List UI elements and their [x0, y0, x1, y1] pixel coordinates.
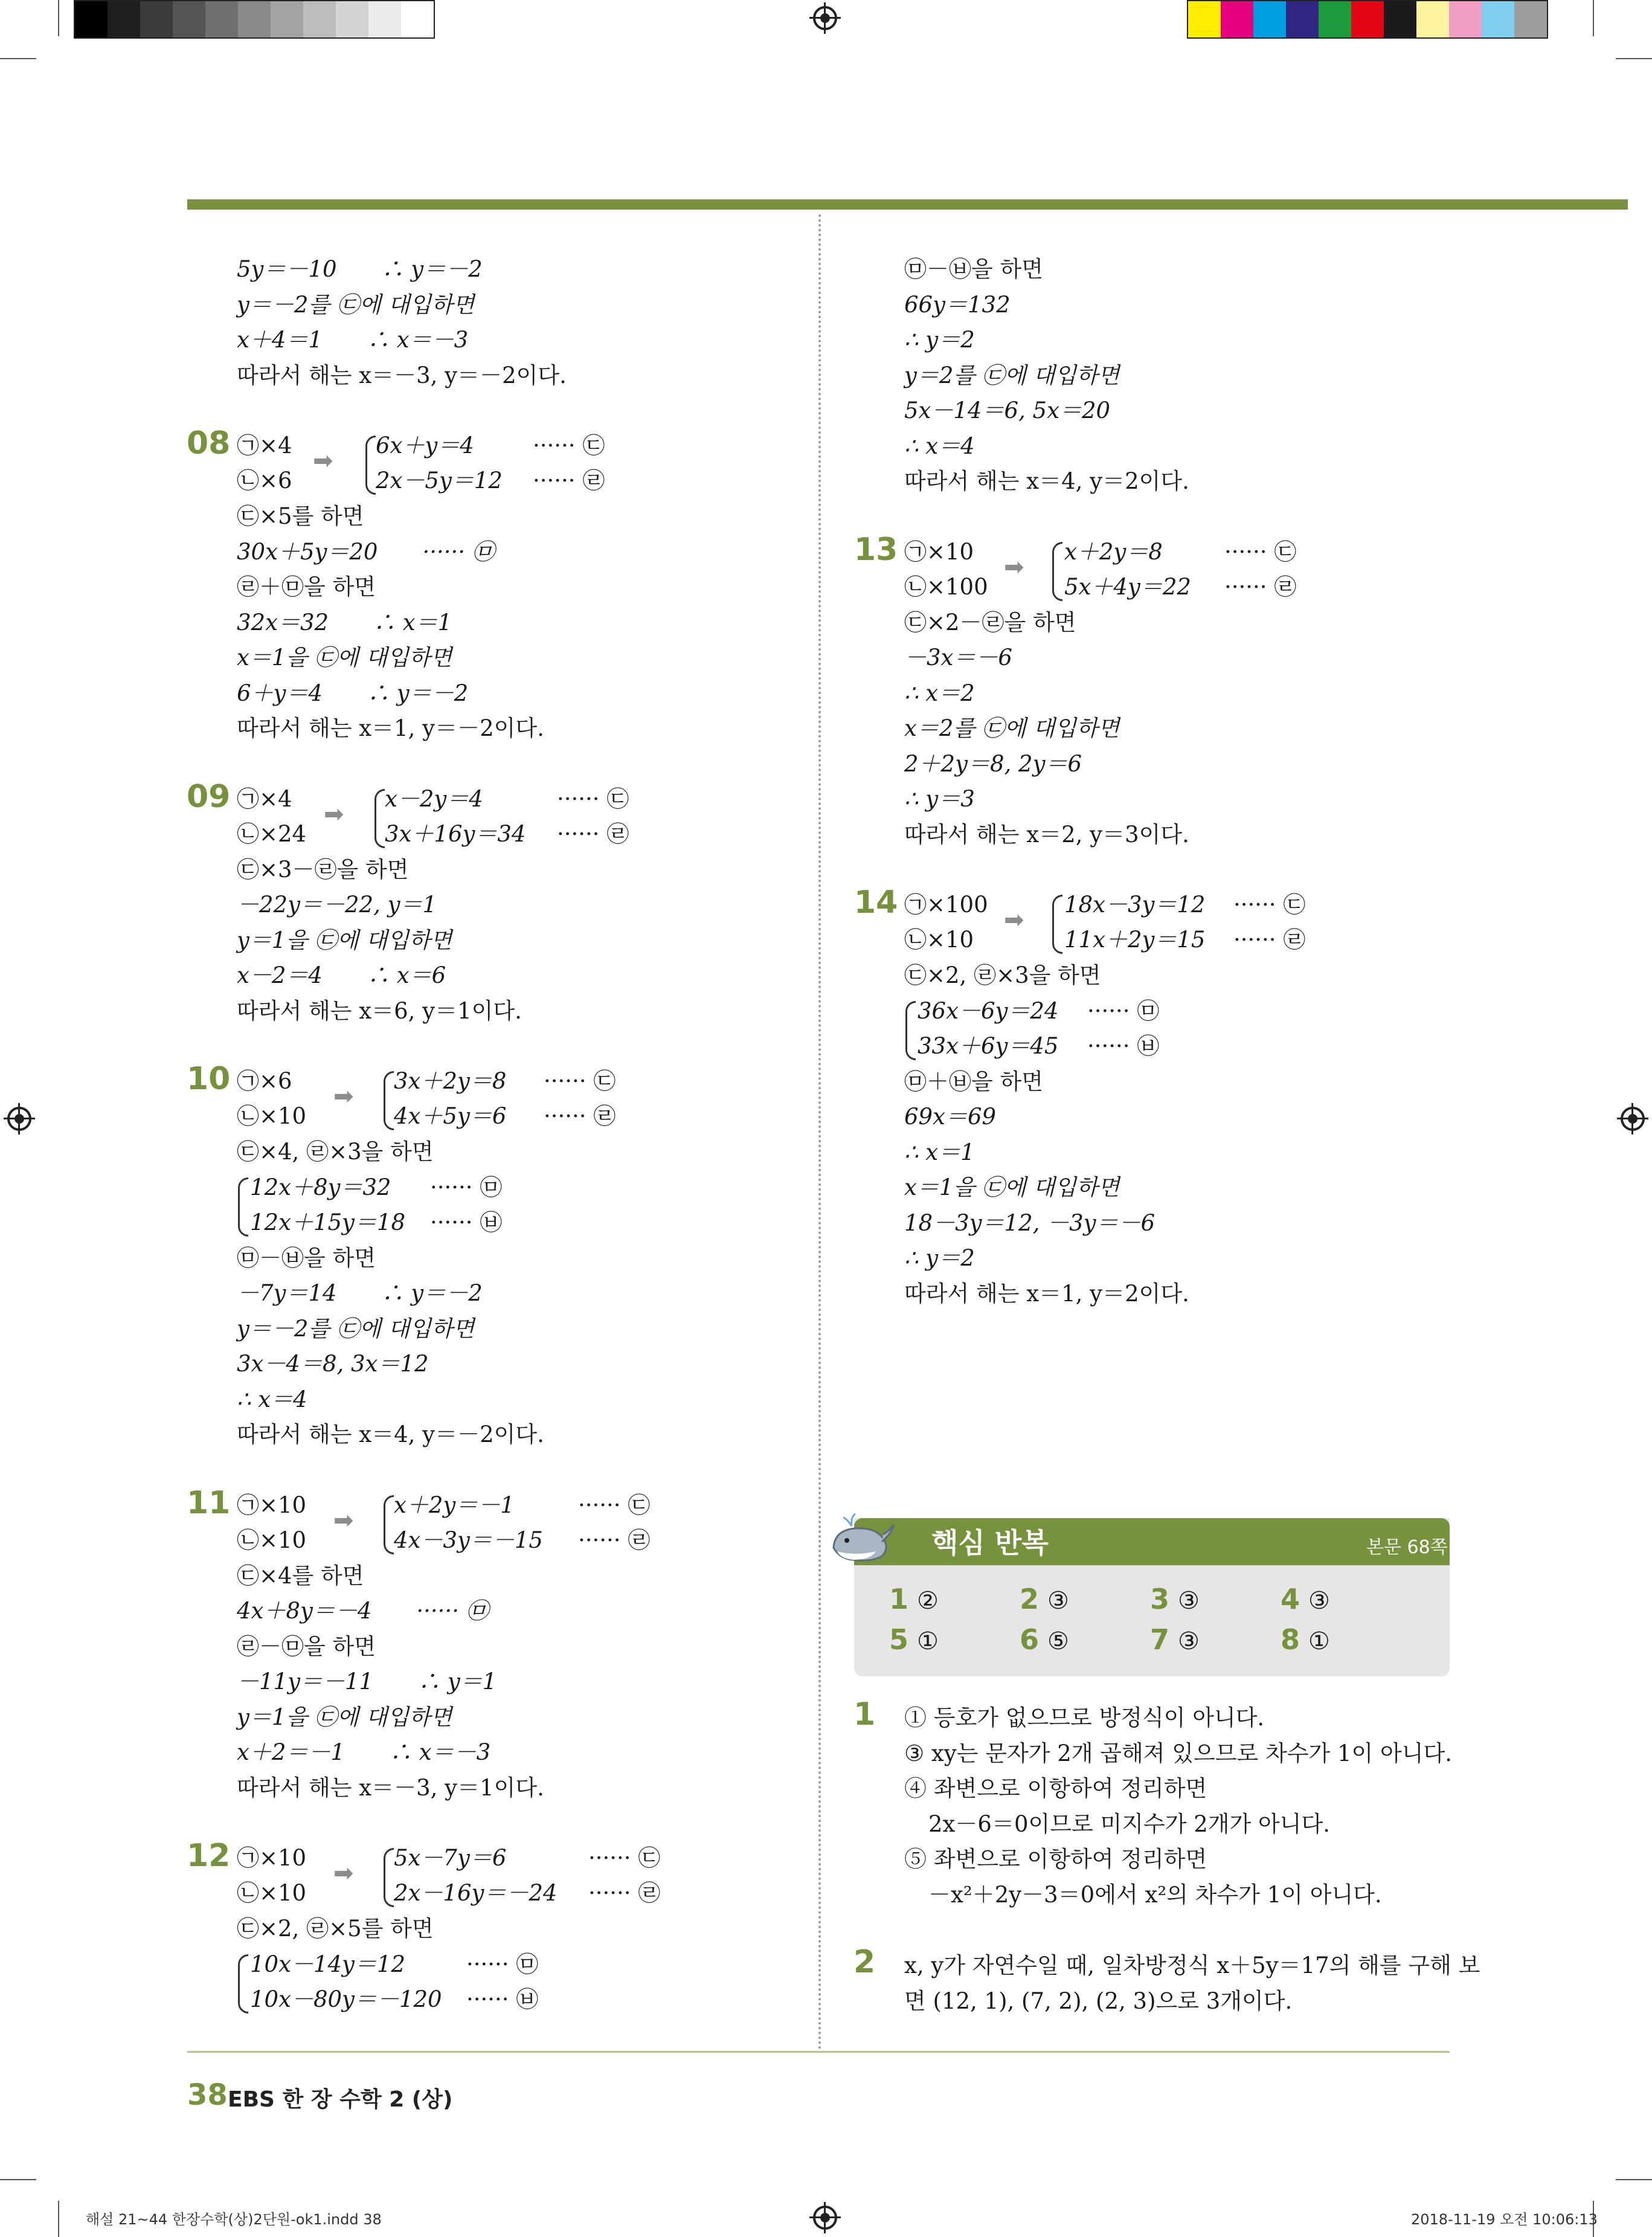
answer-choice: ① [917, 1627, 939, 1655]
solution-line: x＝2를 ㉢에 대입하면 [904, 715, 1120, 741]
equation: 2x－16y＝－24 [394, 1880, 558, 1906]
solution-line: 69x＝69 [904, 1104, 997, 1130]
answer-choice: ⑤ [1047, 1627, 1069, 1655]
equation-tag: ······ ㉣ [544, 1103, 616, 1129]
crop-mark [1616, 58, 1652, 59]
operation-label: ㉠×10 [237, 1845, 307, 1871]
problem-08-system [187, 425, 799, 499]
operation-label: ㉡×100 [904, 573, 988, 600]
solution-line: ㉢×2, ㉣×3을 하면 [904, 962, 1101, 988]
solution-line: 따라서 해는 x＝6, y＝1이다. [237, 997, 522, 1024]
brace-icon [238, 1954, 248, 2013]
answer-number: 6 [1020, 1623, 1040, 1656]
operation-label: ㉠×4 [237, 433, 292, 459]
equation-tag: ······ ㉤ [1087, 997, 1160, 1024]
solution-line: ∴ y＝2 [904, 327, 975, 353]
solution-line: ∴ x＝4 [237, 1386, 307, 1412]
arrow-right-icon: ➡ [1004, 906, 1024, 934]
registration-mark-icon [809, 2, 841, 34]
solution-line: 따라서 해는 x＝1, y＝－2이다. [237, 715, 544, 741]
brace-icon [365, 436, 376, 495]
equation-tag: ······ ㉢ [557, 785, 629, 812]
solution-line: 32x＝32 ∴ x＝1 [237, 609, 452, 636]
crop-mark [0, 58, 36, 59]
equation: 10x－14y＝12 [250, 1951, 406, 1977]
explanation-line: ③ xy는 문자가 2개 곱해져 있으므로 차수가 1이 아니다. [904, 1740, 1452, 1766]
solution-line: 5x－14＝6, 5x＝20 [904, 398, 1111, 423]
brace-icon [1052, 895, 1062, 954]
solution-line: x＋2＝－1 ∴ x＝－3 [237, 1739, 491, 1765]
page-number: 38 [187, 2078, 228, 2112]
brace-icon [384, 1848, 394, 1907]
crop-mark [1616, 2179, 1652, 2180]
problem-number: 13 [854, 531, 898, 568]
operation-label: ㉠×100 [904, 892, 988, 918]
equation-tag: ······ ㉢ [578, 1492, 651, 1518]
equation-tag: ······ ㉢ [544, 1068, 616, 1094]
equation: 4x＋5y＝6 [394, 1103, 507, 1129]
brace-icon [374, 789, 385, 848]
brace-icon [1052, 542, 1062, 601]
operation-label: ㉠×10 [904, 538, 974, 565]
equation-tag: ······ ㉢ [1233, 892, 1306, 918]
registration-mark-icon [809, 2202, 841, 2233]
equation-tag: ······ ㉣ [578, 1527, 651, 1553]
problem-number: 08 [187, 425, 231, 462]
answer-choice: ② [917, 1587, 939, 1615]
answer-number: 4 [1281, 1583, 1300, 1615]
equation: 36x－6y＝24 [918, 997, 1059, 1024]
operation-label: ㉡×10 [237, 1527, 307, 1553]
operation-label: ㉡×24 [237, 820, 307, 847]
solution-line: ㉤－㉥을 하면 [904, 256, 1043, 282]
operation-label: ㉡×10 [237, 1103, 307, 1129]
file-slug: 해설 21~44 한장수학(상)2단원-ok1.indd 38 [86, 2211, 382, 2228]
equation-tag: ······ ㉥ [466, 1986, 539, 2012]
solution-line: 따라서 해는 x＝2, y＝3이다. [904, 821, 1189, 848]
footer-rule [187, 2051, 1450, 2053]
equation: x＋2y＝8 [1064, 538, 1163, 565]
answer-item [1150, 1583, 1200, 1615]
explanation-line: ⑤ 좌변으로 이항하여 정리하면 [904, 1846, 1207, 1872]
arrow-right-icon: ➡ [313, 447, 333, 475]
equation-tag: ······ ㉥ [430, 1209, 503, 1235]
solution-line: x＋4＝1 ∴ x＝－3 [237, 327, 469, 353]
solution-line: 5y＝－10 ∴ y＝－2 [237, 256, 483, 282]
explanation-line: x, y가 자연수일 때, 일차방정식 x＋5y＝17의 해를 구해 보 [904, 1952, 1480, 1978]
answer-choice: ① [1308, 1627, 1330, 1655]
equation-tag: ······ ㉤ [430, 1174, 503, 1200]
equation: 2x－5y＝12 [376, 468, 503, 494]
problem-14-system [854, 884, 1466, 958]
crop-mark [0, 2179, 36, 2180]
problem-number: 12 [187, 1838, 231, 1874]
solution-line: y＝2를 ㉢에 대입하면 [904, 362, 1120, 388]
explanation-1 [904, 1701, 1466, 1913]
solution-line: ㉢×4, ㉣×3을 하면 [237, 1139, 434, 1165]
problem-09-system [187, 778, 799, 852]
solution-line: x＝1을 ㉢에 대입하면 [237, 645, 452, 671]
solution-line: 따라서 해는 x＝4, y＝－2이다. [237, 1421, 544, 1447]
explanation-line: 면 (12, 1), (7, 2), (2, 3)으로 3개이다. [904, 1988, 1293, 2014]
answer-number: 7 [1150, 1623, 1170, 1656]
problem-number: 10 [187, 1061, 231, 1097]
problem-10-subsystem [237, 1170, 799, 1241]
arrow-right-icon: ➡ [1004, 553, 1024, 581]
solution-line: ∴ x＝2 [904, 680, 975, 706]
equation: 3x＋16y＝34 [385, 820, 526, 847]
registration-mark-icon [4, 1103, 35, 1135]
problem-number: 14 [854, 884, 898, 921]
grayscale-calibration-bar [74, 0, 435, 39]
equation-tag: ······ ㉥ [1087, 1032, 1160, 1059]
solution-line: ㉤－㉥을 하면 [237, 1244, 376, 1271]
solution-line: y＝－2를 ㉢에 대입하면 [237, 1315, 475, 1342]
equation: 5x＋4y＝22 [1064, 573, 1191, 600]
equation: 12x＋8y＝32 [250, 1174, 391, 1200]
brace-icon [905, 1001, 916, 1060]
registration-mark-icon [1617, 1103, 1648, 1135]
problem-number: 09 [187, 778, 231, 815]
solution-line: 30x＋5y＝20 ······ ㉤ [237, 538, 495, 565]
arrow-right-icon: ➡ [324, 800, 344, 828]
solution-line: 따라서 해는 x＝1, y＝2이다. [904, 1280, 1189, 1307]
answer-number: 8 [1281, 1623, 1300, 1656]
explanation-number: 2 [853, 1944, 876, 1980]
equation-tag: ······ ㉣ [557, 820, 629, 847]
solution-line: 따라서 해는 x＝－3, y＝－2이다. [237, 362, 567, 388]
solution-line: ㉢×4를 하면 [237, 1562, 364, 1589]
solution-line: ∴ x＝1 [904, 1139, 975, 1165]
color-calibration-bar [1187, 0, 1548, 39]
problem-10-system [187, 1061, 799, 1135]
solution-line: －7y＝14 ∴ y＝－2 [237, 1280, 483, 1306]
answer-choice: ③ [1178, 1587, 1200, 1615]
answer-number: 2 [1020, 1583, 1040, 1615]
equation: 4x－3y＝－15 [394, 1527, 543, 1553]
equation-tag: ······ ㉣ [1224, 573, 1297, 600]
solution-line: ㉣＋㉤을 하면 [237, 574, 376, 600]
answer-choice: ③ [1308, 1587, 1330, 1615]
solution-line: y＝－2를 ㉢에 대입하면 [237, 291, 475, 318]
equation-tag: ······ ㉤ [466, 1951, 539, 1977]
explanation-2 [904, 1948, 1480, 2019]
crop-mark [1593, 0, 1594, 36]
crop-mark [58, 0, 59, 36]
arrow-right-icon: ➡ [333, 1506, 354, 1534]
solution-line: x＝1을 ㉢에 대입하면 [904, 1174, 1120, 1200]
answer-item [889, 1623, 939, 1656]
solution-line: －11y＝－11 ∴ y＝1 [237, 1669, 497, 1695]
review-page-reference: 본문 68쪽 [1366, 1537, 1448, 1558]
solution-line: 3x－4＝8, 3x＝12 [237, 1351, 429, 1377]
explanation-line: －x²＋2y－3＝0에서 x²의 차수가 1이 아니다. [928, 1881, 1382, 1908]
brace-icon [384, 1071, 394, 1130]
crop-mark [58, 2201, 59, 2237]
equation-tag: ······ ㉣ [533, 468, 605, 494]
equation-tag: ······ ㉢ [533, 433, 605, 459]
operation-label: ㉡×6 [237, 468, 292, 494]
brace-icon [384, 1495, 394, 1554]
equation: 18x－3y＝12 [1064, 892, 1206, 918]
solution-line: 따라서 해는 x＝－3, y＝1이다. [237, 1774, 544, 1801]
solution-line: 18－3y＝12, －3y＝－6 [904, 1209, 1155, 1236]
solution-line: ∴ y＝3 [904, 786, 975, 812]
brace-icon [238, 1177, 248, 1237]
operation-label: ㉡×10 [237, 1880, 307, 1906]
operation-label: ㉠×6 [237, 1068, 292, 1094]
problem-12-subsystem [237, 1947, 799, 2018]
problem-number: 11 [187, 1484, 231, 1521]
solution-line: 2＋2y＝8, 2y＝6 [904, 750, 1082, 777]
answer-item [1020, 1623, 1069, 1656]
column-divider [818, 214, 821, 2051]
explanation-line: 2x－6＝0이므로 미지수가 2개가 아니다. [928, 1811, 1330, 1837]
problem-13-system [854, 531, 1466, 605]
solution-line: x－2＝4 ∴ x＝6 [237, 962, 446, 988]
answer-number: 5 [889, 1623, 909, 1656]
explanation-line: ① 등호가 없으므로 방정식이 아니다. [904, 1705, 1265, 1731]
solution-line: ㉢×2－㉣을 하면 [904, 609, 1076, 636]
arrow-right-icon: ➡ [333, 1859, 354, 1887]
equation-tag: ······ ㉢ [588, 1845, 661, 1871]
left-column [187, 252, 799, 2018]
answer-number: 3 [1150, 1583, 1170, 1615]
arrow-right-icon: ➡ [333, 1083, 354, 1110]
equation: x＋2y＝－1 [394, 1492, 515, 1518]
answer-number: 1 [889, 1583, 909, 1615]
solution-line: 66y＝132 [904, 291, 1011, 318]
answer-choice: ③ [1178, 1627, 1200, 1655]
solution-line: 4x＋8y＝－4 ······ ㉤ [237, 1598, 489, 1624]
equation: 3x＋2y＝8 [394, 1068, 507, 1094]
solution-line: ∴ y＝2 [904, 1245, 975, 1271]
equation-tag: ······ ㉣ [1233, 927, 1306, 953]
explanation-line: ④ 좌변으로 이항하여 정리하면 [904, 1775, 1207, 1801]
equation-tag: ······ ㉢ [1224, 538, 1297, 565]
solution-line: y＝1을 ㉢에 대입하면 [237, 1704, 452, 1730]
solution-line: ∴ x＝4 [904, 433, 975, 459]
solution-line: －3x＝－6 [904, 645, 1012, 671]
problem-14-subsystem [904, 994, 1466, 1064]
solution-line: ㉤＋㉥을 하면 [904, 1068, 1043, 1095]
answer-item [1020, 1583, 1069, 1615]
solution-line: 6＋y＝4 ∴ y＝－2 [237, 680, 469, 706]
answer-item [1281, 1623, 1330, 1656]
operation-label: ㉠×4 [237, 785, 292, 812]
solution-line: y＝1을 ㉢에 대입하면 [237, 927, 452, 953]
equation-tag: ······ ㉣ [588, 1880, 661, 1906]
solution-line: ㉢×2, ㉣×5를 하면 [237, 1916, 434, 1942]
solution-line: －22y＝－22, y＝1 [237, 892, 437, 918]
solution-line: ㉢×3－㉣을 하면 [237, 856, 409, 883]
equation: 10x－80y＝－120 [250, 1986, 442, 2012]
equation: 11x＋2y＝15 [1064, 927, 1206, 953]
solution-line: ㉢×5를 하면 [237, 503, 364, 529]
whale-icon [829, 1511, 895, 1566]
header-band [187, 199, 1628, 210]
answer-choice: ③ [1047, 1587, 1069, 1615]
review-title: 핵심 반복 [931, 1527, 1049, 1559]
right-column [854, 252, 1466, 1312]
print-timestamp: 2018-11-19 오전 10:06:13 [1411, 2211, 1598, 2228]
operation-label: ㉡×10 [904, 927, 974, 953]
solution-line: 따라서 해는 x＝4, y＝2이다. [904, 468, 1189, 494]
explanation-number: 1 [853, 1696, 876, 1733]
operation-label: ㉠×10 [237, 1492, 307, 1518]
answer-item [1150, 1623, 1200, 1656]
answer-item [889, 1583, 939, 1615]
solution-line: ㉣－㉤을 하면 [237, 1633, 376, 1659]
equation: 12x＋15y＝18 [250, 1209, 406, 1235]
answer-item [1281, 1583, 1330, 1615]
equation: 5x－7y＝6 [394, 1845, 507, 1871]
problem-11-system [187, 1484, 799, 1559]
equation: x－2y＝4 [385, 785, 483, 812]
book-title: EBS 한 장 수학 2 (상) [228, 2087, 453, 2112]
equation: 33x＋6y＝45 [918, 1032, 1059, 1059]
equation: 6x＋y＝4 [376, 433, 474, 459]
problem-12-system [187, 1838, 799, 1911]
